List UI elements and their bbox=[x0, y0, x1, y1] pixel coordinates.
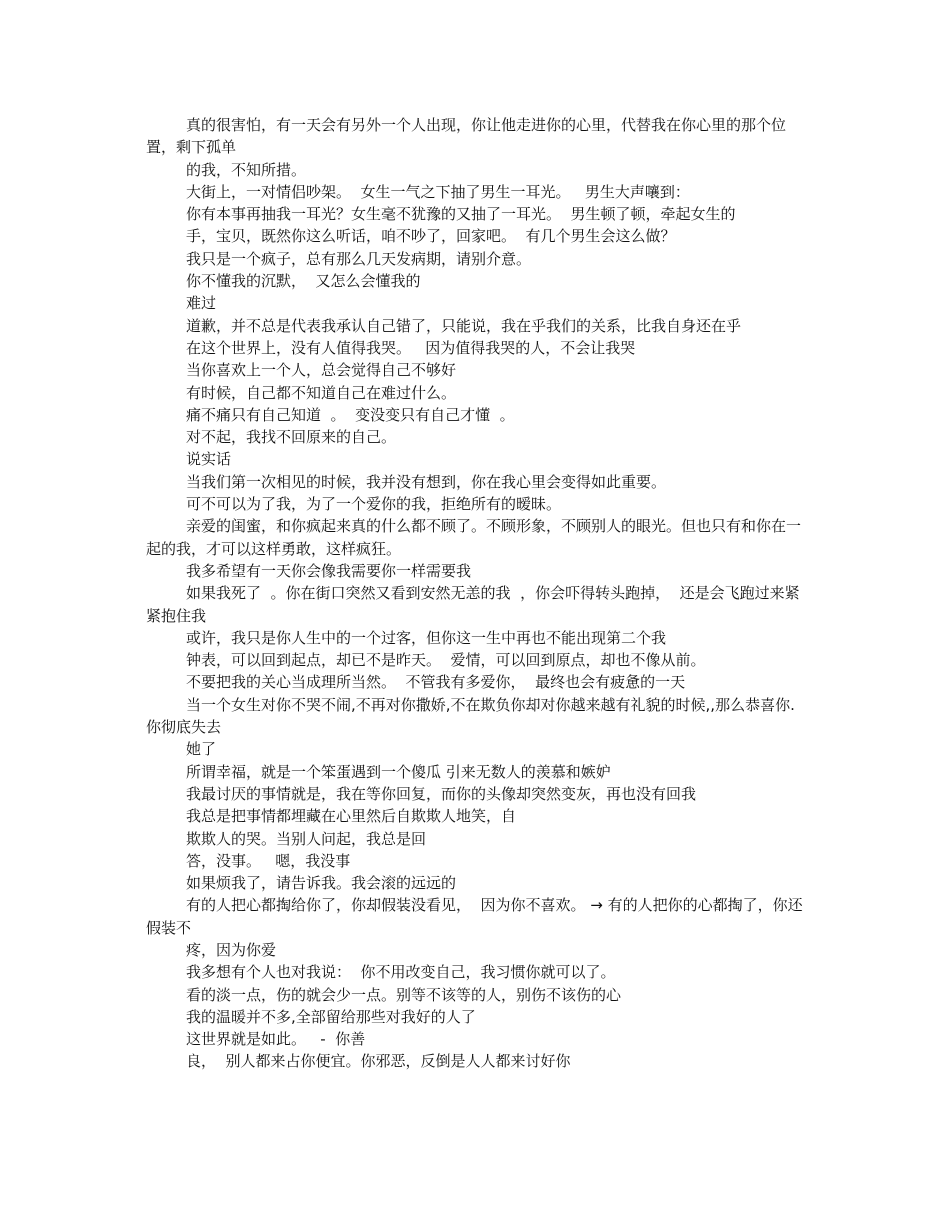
paragraph: 我只是一个疯子，总有那么几天发病期，请别介意。 bbox=[186, 249, 532, 268]
paragraph: 可不可以为了我，为了一个爱你的我，拒绝所有的暧昧。 bbox=[186, 495, 562, 514]
paragraph: 在这个世界上，没有人值得我哭。 因为值得我哭的人，不会让我哭 bbox=[186, 338, 636, 357]
paragraph: 她了 bbox=[186, 740, 217, 759]
paragraph: 答，没事。 嗯，我没事 bbox=[186, 851, 351, 870]
paragraph: 手，宝贝，既然你这么听话，咱不吵了，回家吧。 有几个男生会这么做？ bbox=[186, 227, 676, 246]
paragraph: 我总是把事情都埋藏在心里然后自欺欺人地笑，自 bbox=[186, 807, 517, 826]
paragraph: 疼，因为你爱 bbox=[186, 940, 277, 959]
paragraph: 有的人把心都掏给你了，你却假装没看见， 因为你不喜欢。 → 有的人把你的心都掏了，你还假装不 bbox=[146, 896, 803, 937]
paragraph: 痛不痛只有自己知道 。 变没变只有自己才懂 。 bbox=[186, 405, 515, 424]
paragraph: 这世界就是如此。 - 你善 bbox=[186, 1030, 366, 1049]
paragraph: 当你喜欢上一个人，总会觉得自己不够好 bbox=[186, 361, 457, 380]
paragraph: 有时候，自己都不知道自己在难过什么。 bbox=[186, 383, 457, 402]
paragraph: 你有本事再抽我一耳光？女生毫不犹豫的又抽了一耳光。 男生顿了顿，牵起女生的 bbox=[186, 205, 736, 224]
paragraph: 你不懂我的沉默， 又怎么会懂我的 bbox=[186, 272, 421, 291]
paragraph: 我的温暖并不多,全部留给那些对我好的人了 bbox=[186, 1007, 476, 1026]
paragraph: 当我们第一次相见的时候，我并没有想到，你在我心里会变得如此重要。 bbox=[186, 472, 667, 491]
paragraph: 不要把我的关心当成理所当然。 不管我有多爱你， 最终也会有疲惫的一天 bbox=[186, 673, 686, 692]
paragraph: 当一个女生对你不哭不闹,不再对你撒娇,不在欺负你却对你越来越有礼貌的时候,,那么恭喜你.你彻底失去 bbox=[146, 695, 795, 737]
paragraph: 我最讨厌的事情就是，我在等你回复，而你的头像却突然变灰，再也没有回我 bbox=[186, 784, 697, 803]
paragraph: 或许，我只是你人生中的一个过客，但你这一生中再也不能出现第二个我 bbox=[186, 628, 667, 647]
paragraph: 我多想有个人也对我说： 你不用改变自己，我习惯你就可以了。 bbox=[186, 963, 616, 982]
paragraph: 我多希望有一天你会像我需要你一样需要我 bbox=[186, 561, 472, 580]
paragraph: 如果烦我了，请告诉我。我会滚的远远的 bbox=[186, 874, 457, 893]
paragraph: 欺欺人的哭。当别人问起，我总是回 bbox=[186, 829, 427, 848]
paragraph: 大街上，一对情侣吵架。 女生一气之下抽了男生一耳光。 男生大声嚷到： bbox=[186, 182, 690, 201]
paragraph: 所谓幸福，就是一个笨蛋遇到一个傻瓜 引来无数人的羡慕和嫉妒 bbox=[186, 762, 611, 781]
paragraph: 看的淡一点，伤的就会少一点。别等不该等的人，别伤不该伤的心 bbox=[186, 985, 622, 1004]
paragraph: 如果我死了 。你在街口突然又看到安然无恙的我 ，你会吓得转头跑掉， 还是会飞跑过来紧紧抱住我 bbox=[146, 584, 800, 625]
paragraph: 真的很害怕，有一天会有另外一个人出现，你让他走进你的心里，代替我在你心里的那个位置，剩下孤单 bbox=[146, 116, 787, 157]
paragraph: 道歉，并不总是代表我承认自己错了，只能说，我在乎我们的关系，比我自身还在乎 bbox=[186, 316, 742, 335]
paragraph: 良， 别人都来占你便宜。你邪恶，反倒是人人都来讨好你 bbox=[186, 1052, 571, 1071]
paragraph: 难过 bbox=[186, 294, 217, 313]
paragraph: 亲爱的闺蜜，和你疯起来真的什么都不顾了。不顾形象，不顾别人的眼光。但也只有和你在一起的我，才可以这样勇敢，这样疯狂。 bbox=[146, 517, 802, 558]
paragraph: 的我，不知所措。 bbox=[186, 160, 307, 179]
paragraph: 说实话 bbox=[186, 450, 232, 469]
paragraph: 钟表，可以回到起点，却已不是昨天。 爱情，可以回到原点，却也不像从前。 bbox=[186, 651, 706, 670]
paragraph: 对不起，我找不回原来的自己。 bbox=[186, 428, 397, 447]
document-page bbox=[146, 114, 806, 1073]
